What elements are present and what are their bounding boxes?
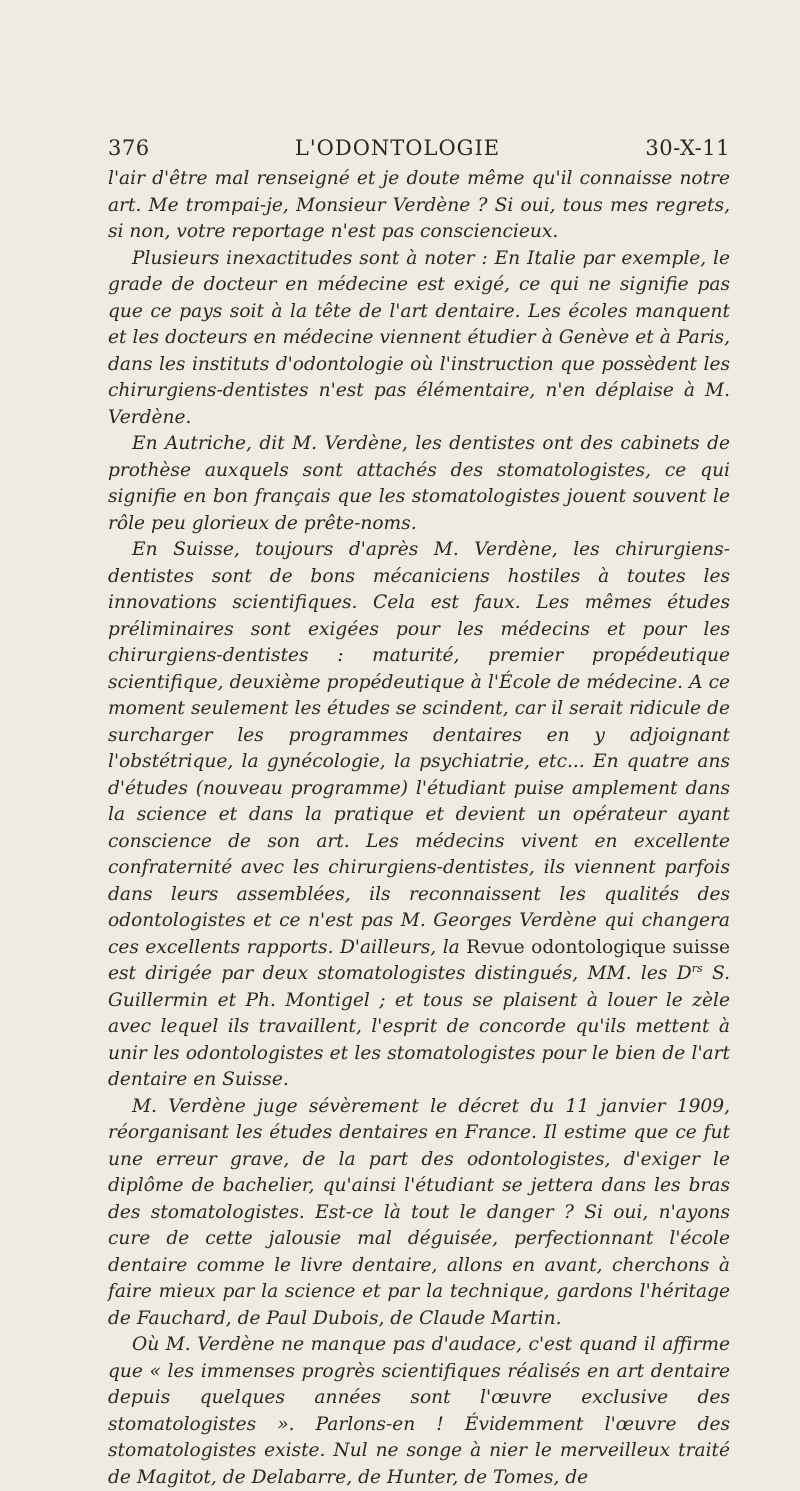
page-number: 376	[108, 136, 150, 160]
paragraph-4-part-3: S. Guillermin et Ph. Montigel ; et tous se plaisent à louer le zèle avec lequel ils travaillent, l'esprit de concorde qu'ils mettent à unir les odontologistes et les stomatologistes pour le bien de l'art dentaire en Suisse.	[108, 963, 730, 1090]
paragraph-4-part-1: En Suisse, toujours d'après M. Verdène, les chirurgiens-dentistes sont de bons mécaniciens hostiles à toutes les innovations scientifiques. Cela est faux. Les mêmes études préliminaires sont exigées pour les médecins et pour les chirurgiens-dentistes : maturité, premier propédeutique scientifique, deuxième propédeutique à l'École de médecine. A ce moment seulement les études se scindent, car il serait ridicule de surcharger les programmes dentaires en y adjoignant l'obstétrique, la gynécologie, la psychiatrie, etc... En quatre ans d'études (nouveau programme) l'étudiant puise amplement dans la science et dans la pratique et devient un opérateur ayant conscience de son art. Les médecins vivent en excellente confraternité avec les chirurgiens-dentistes, ils viennent parfois dans leurs assemblées, ils reconnaissent les qualités des odontologistes et ce n'est pas M. Georges Verdène qui changera ces excellents rapports. D'ailleurs, la	[108, 539, 730, 958]
issue-date: 30-X-11	[645, 136, 730, 160]
paragraph-3: En Autriche, dit M. Verdène, les dentistes ont des cabinets de prothèse auxquels sont attachés des stomatologistes, ce qui signifie en bon français que les stomatologistes jouent souvent le rôle peu glorieux de prête-noms.	[108, 433, 730, 534]
paragraph-4	[108, 537, 730, 1094]
paragraph-6: Où M. Verdène ne manque pas d'audace, c'est quand il affirme que « les immenses progrès scientifiques réalisés en art dentaire depuis quelques années sont l'œuvre exclusive des stomatologistes ». Parlons-en ! Évidemment l'œuvre des stomatologistes existe. Nul ne songe à nier le merveilleux traité de Magitot, de Delabarre, de Hunter, de Tomes, de	[108, 1334, 730, 1488]
journal-title: L'ODONTOLOGIE	[294, 136, 501, 160]
superscript-rs: rs	[691, 961, 703, 975]
journal-name-revue-odontologique: Revue odontologique suisse	[466, 936, 730, 958]
article-body	[108, 166, 730, 1491]
running-header	[108, 136, 730, 160]
paragraph-1: l'air d'être mal renseigné et je doute même qu'il connaisse notre art. Me trompai-je, Monsieur Verdène ? Si oui, tous mes regrets, si non, votre reportage n'est pas consciencieux.	[108, 168, 730, 242]
paragraph-4-part-2: est dirigée par deux stomatologistes distingués, MM. les D	[108, 963, 692, 984]
paragraph-5: M. Verdène juge sévèrement le décret du 11 janvier 1909, réorganisant les études dentaires en France. Il estime que ce fut une erreur grave, de la part des odontologistes, d'exiger le diplôme de bachelier, qu'ainsi l'étudiant se jettera dans les bras des stomatologistes. Est-ce là tout le danger ? Si oui, n'ayons cure de cette jalousie mal déguisée, perfectionnant l'école dentaire comme le livre dentaire, allons en avant, cherchons à faire mieux par la science et par la technique, gardons l'héritage de Fauchard, de Paul Dubois, de Claude Martin.	[108, 1095, 730, 1329]
paragraph-2: Plusieurs inexactitudes sont à noter : En Italie par exemple, le grade de docteur en médecine est exigé, ce qui ne signifie pas que ce pays soit à la tête de l'art dentaire. Les écoles manquent et les docteurs en médecine viennent étudier à Genève et à Paris, dans les instituts d'odontologie où l'instruction que possèdent les chirurgiens-dentistes n'est pas élémentaire, n'en déplaise à M. Verdène.	[108, 247, 730, 428]
